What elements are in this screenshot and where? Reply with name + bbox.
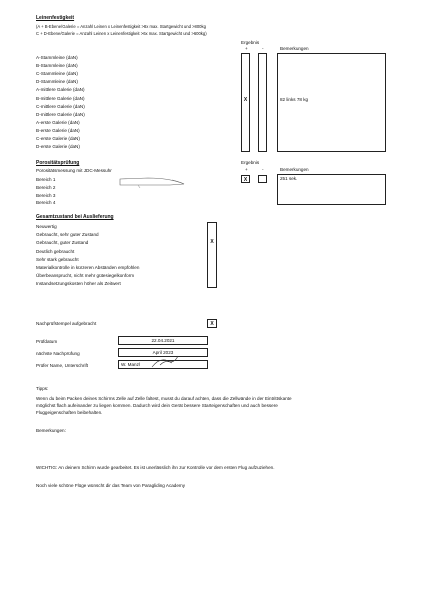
stempel-label: Nachprüfstempel aufgebracht [36, 321, 97, 326]
gesamt-checkbox-column [207, 222, 217, 288]
leinen-plus-header: + [245, 46, 248, 51]
leinen-rule-2: C + D-Ebene/Galerie = Anzahl Leinen x Leinenfestigkeit >6x max. Startgewicht und >600kg) [36, 31, 207, 36]
gesamt-row-label: Sehr stark gebraucht [36, 256, 79, 262]
poros-plus-box-1[interactable]: X [241, 175, 250, 183]
leinen-title: Leinenfestigkeit [36, 15, 75, 21]
leinen-row-label: A-Stammleine (daN) [36, 55, 78, 60]
leinen-row-label: C-erste Galerie (daN) [36, 136, 80, 141]
leinen-rule-1: (A + B-Ebene/Galerie = Anzahl Leinen x Leinenfestigkeit >8x max. Startgewicht und >800kg [36, 24, 206, 29]
gesamt-row-label: Materialkontrolle in kürzeren Abständen empfohlen [36, 265, 140, 270]
poros-row-label: Bereich 2 [36, 184, 56, 190]
poros-ergebnis-header: Ergebnis [241, 160, 260, 165]
tipps-title: Tipps: [36, 386, 49, 391]
poros-plus-header: + [245, 167, 248, 172]
leinen-row-label: B-erste Galerie (daN) [36, 127, 80, 133]
leinen-row-label: B-Stammleine (daN) [36, 63, 78, 69]
leinen-bemerkungen-header: Bemerkungen [280, 46, 309, 51]
poros-row-label: Bereich 4 [36, 200, 56, 206]
gesamt-row-label: Instandsetzungskosten höher als Zeitwert [36, 281, 121, 287]
poros-subtitle: Porositätsmessung mit JDC-Messuhr [36, 168, 112, 173]
leinen-row-label: D-Stammleine (daN) [36, 79, 78, 85]
naechste-pruefung-label: nächste Nachprüfung [36, 351, 80, 356]
leinen-row-label: C-Stammleine (daN) [36, 71, 78, 77]
leinen-note: 82 links 78 kg [280, 97, 309, 102]
leinen-row-label: C-mittlere Galerie (daN) [36, 103, 85, 109]
naechste-pruefung-field[interactable]: April 2023 [118, 348, 208, 357]
leinen-ergebnis-header: Ergebnis [241, 40, 260, 45]
poros-title: Porositätsprüfung [36, 160, 80, 166]
pruefdatum-label: Prüfdatum [36, 339, 58, 344]
pruefer-label: Prüfer Name, Unterschrift [36, 363, 89, 368]
bemerkungen-label: Bemerkungen: [36, 428, 66, 433]
gesamt-row-label: Gebraucht, sehr guter Zustand [36, 232, 99, 238]
tipps-line-3: Fluggeigenschaften beibehalten. [36, 410, 103, 415]
pruefdatum-field[interactable]: 22.04.2021 [118, 336, 208, 345]
leinen-bemerkungen-box[interactable] [277, 53, 386, 152]
stempel-checkbox[interactable]: X [207, 319, 217, 328]
leinen-row-label: A-erste Galerie (daN) [36, 119, 80, 125]
poros-row-label: Bereich 1 [36, 177, 56, 182]
leinen-minus-column [258, 53, 267, 152]
poros-row-label: Bereich 3 [36, 192, 56, 198]
tipps-line-2: möglichst flach aufeinander zu liegen kommen. Dadurch wird dein Gerät bessere Starteigenschaften und auch bessere [36, 403, 278, 408]
gesamt-row-label: Deutlich gebraucht [36, 248, 75, 254]
leinen-row-label: A-mittlere Galerie (daN) [36, 87, 85, 93]
wichtig-note: WICHTIG: An deinem Schirm wurde gearbeitet. Es ist unerlässlich ihn zur Kontrolle vor dem ersten Flug aufzuziehen. [36, 465, 275, 470]
poros-minus-header: - [262, 167, 264, 172]
poros-bemerkungen-header: Bemerkungen [280, 167, 309, 172]
gesamt-row-label: Neuwertig [36, 224, 57, 229]
leinen-b-mittlere-plus-mark: X [243, 97, 248, 103]
wing-sketch-icon [118, 176, 188, 190]
leinen-row-label: D-mittlere Galerie (daN) [36, 111, 85, 117]
leinen-row-label: B-mittlere Galerie (daN) [36, 95, 85, 101]
gesamt-row-label: Überbeansprucht, nicht mehr gütesiegelkonform [36, 273, 135, 279]
signature-icon [150, 355, 180, 369]
leinen-minus-header: - [262, 46, 264, 51]
poros-minus-box-1[interactable] [258, 175, 267, 183]
gesamt-title: Gesamtzustand bei Auslieferung [36, 214, 114, 220]
closing-note: Noch viele schöne Flüge wünscht dir das Team von Paragliding Academy [36, 483, 186, 488]
pruefer-field[interactable]: W. Manzl [118, 360, 208, 369]
gesamt-guter-zustand-mark: X [210, 239, 214, 245]
leinen-row-label: D-erste Galerie (daN) [36, 144, 80, 150]
tipps-line-1: Wenn du beim Packen deines Schirms Zelle auf Zelle faltest, musst du darauf achten, dass die Zellwände in der Eintrittskante [36, 396, 292, 401]
poros-note: 251 sek. [280, 176, 298, 181]
gesamt-row-label: Gebraucht, guter Zustand [36, 240, 89, 246]
